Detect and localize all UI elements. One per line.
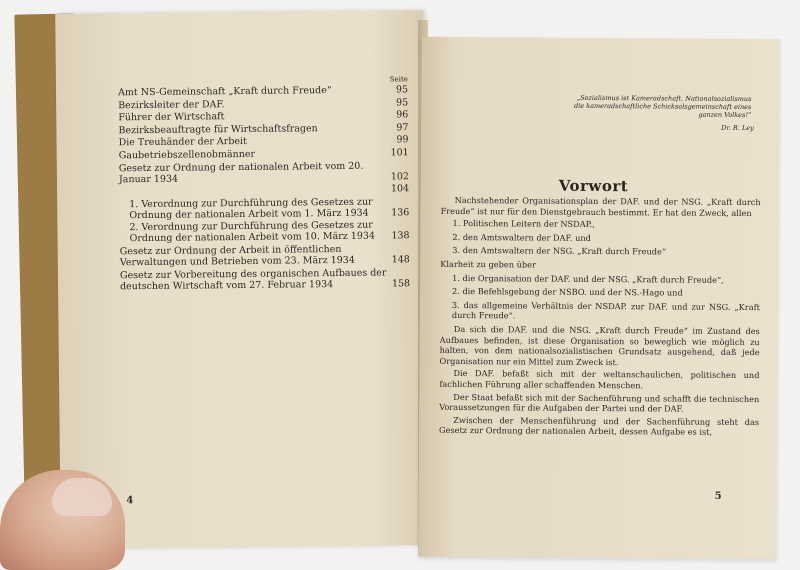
page-number-left: 4 [126,495,134,507]
toc-row [119,183,409,197]
toc-row [119,220,409,245]
thumbnail [52,478,112,516]
intro-paragraph: Nachstehender Organisationsplan der DAF. und der NSG. „Kraft durch Freude“ ist nur für den Dienstgebrauch bestimmt. Er hat den Zweck, allen [440,194,761,218]
body-paragraph: Die DAF. befaßt sich mit der weltanschaulichen, politischen und fachlichen Führung aller schaffenden Menschen. [439,368,760,391]
topic-item: 2. die Befehlsgebung der NSBO. und der NS.-Hago und [452,286,683,298]
toc-entry-page: 95 [396,96,409,108]
toc-row [119,196,409,221]
page-number-right: 5 [714,490,722,502]
toc-entry-title: Führer der Wirtschaft [118,111,225,124]
addressee-item: 2. den Amtswaltern der DAF. und [452,231,591,243]
toc-entry-page: 158 [391,277,411,289]
toc-entry-title: Gesetz zur Ordnung der Arbeit in öffentlichen Verwaltungen und Betrieben vom 23. März 1934 [119,243,355,269]
toc-row [118,122,408,136]
addressee-item: 1. Politischen Leitern der NSDAP., [452,218,595,230]
toc-entry-title: Bezirksleiter der DAF. [118,98,225,111]
toc-row [119,135,409,149]
toc-entry-title: Bezirksbeauftragte für Wirtschaftsfragen [118,122,318,137]
body-paragraph: Zwischen der Menschenführung und der Sachenführung steht das Gesetz zur Ordnung der nationalen Arbeit, dessen Aufgabe es ist, [439,414,760,438]
table-of-contents [118,74,410,293]
toc-entry-page: 104 [390,183,410,195]
toc-row [118,97,408,111]
addressee-item: 3. den Amtswaltern der NSG. „Kraft durch Freude“ [452,245,667,257]
left-page [55,10,429,549]
toc-entry-page: 102 [390,170,409,182]
body-paragraph: Da sich die DAF. und die NSG. „Kraft durch Freude“ im Zustand des Aufbaues befinden, ist diese Organisation so beweglich wie möglich zu halten, von dem nationalsozialistischen Grundsatz ausgehend, daß jede Organisation nur ein Mittel zum Zweck ist. [439,323,760,367]
clarity-intro: Klarheit zu geben über [440,258,536,270]
topic-item: 3. das allgemeine Verhältnis der NSDAP. zur DAF. und zur NSG. „Kraft durch Freude“. [451,299,760,321]
toc-entry-title: Die Treuhänder der Arbeit [118,136,247,149]
toc-row [120,267,410,292]
toc-row [119,147,409,161]
toc-entry-page: 99 [396,134,409,146]
toc-entry-title: Gaubetriebszellenobmänner [118,148,256,162]
toc-entry-title: Gesetz zur Vorbereitung des organischen Aufbaues der deutschen Wirtschaft vom 27. Februar 1934 [119,267,387,292]
toc-entry-title: 2. Verordnung zur Durchführung des Gesetzes zur Ordnung der nationalen Arbeit vom 10. März 1934 [129,219,376,245]
toc-entry-page: 138 [391,230,410,242]
toc-entry-page: 95 [395,84,409,96]
right-page [418,37,780,559]
toc-row [118,109,408,123]
toc-entry-page: 136 [391,206,410,219]
epigraph-author: Dr. R. Ley [721,123,754,133]
topic-item: 1. die Organisation der DAF. und der NSG. „Kraft durch Freude“, [452,272,724,285]
toc-row [118,84,408,98]
toc-page-header: Seite [389,75,408,84]
toc-entry-page: 97 [396,122,409,134]
toc-entry-page: 96 [396,109,409,121]
toc-row [119,160,409,185]
toc-entry-title: Amt NS-Gemeinschaft „Kraft durch Freude“ [117,85,332,99]
toc-entry-title: Gesetz zur Ordnung der nationalen Arbeit vom 20. Januar 1934 [118,160,364,185]
toc-entry-title: 1. Verordnung zur Durchführung des Gesetzes zur Ordnung der nationalen Arbeit vom 1. März 1934 [129,196,373,221]
foreword-body [439,195,761,440]
body-paragraph: Der Staat befaßt sich mit der Sachenführung und schafft die technischen Voraussetzungen für die Aufgaben der Partei und der DAF. [439,391,760,414]
toc-entry-page: 148 [391,254,410,266]
toc-row [120,243,410,268]
foreword-title: Vorwort [558,176,629,196]
epigraph-quote: „Sozialismus ist Kameradschaft. Nationalsozialismus die kameradschaftliche Schicksalsgemeinschaft eines ganzen Volkes!“ [573,93,752,120]
toc-entry-page: 101 [390,147,409,159]
